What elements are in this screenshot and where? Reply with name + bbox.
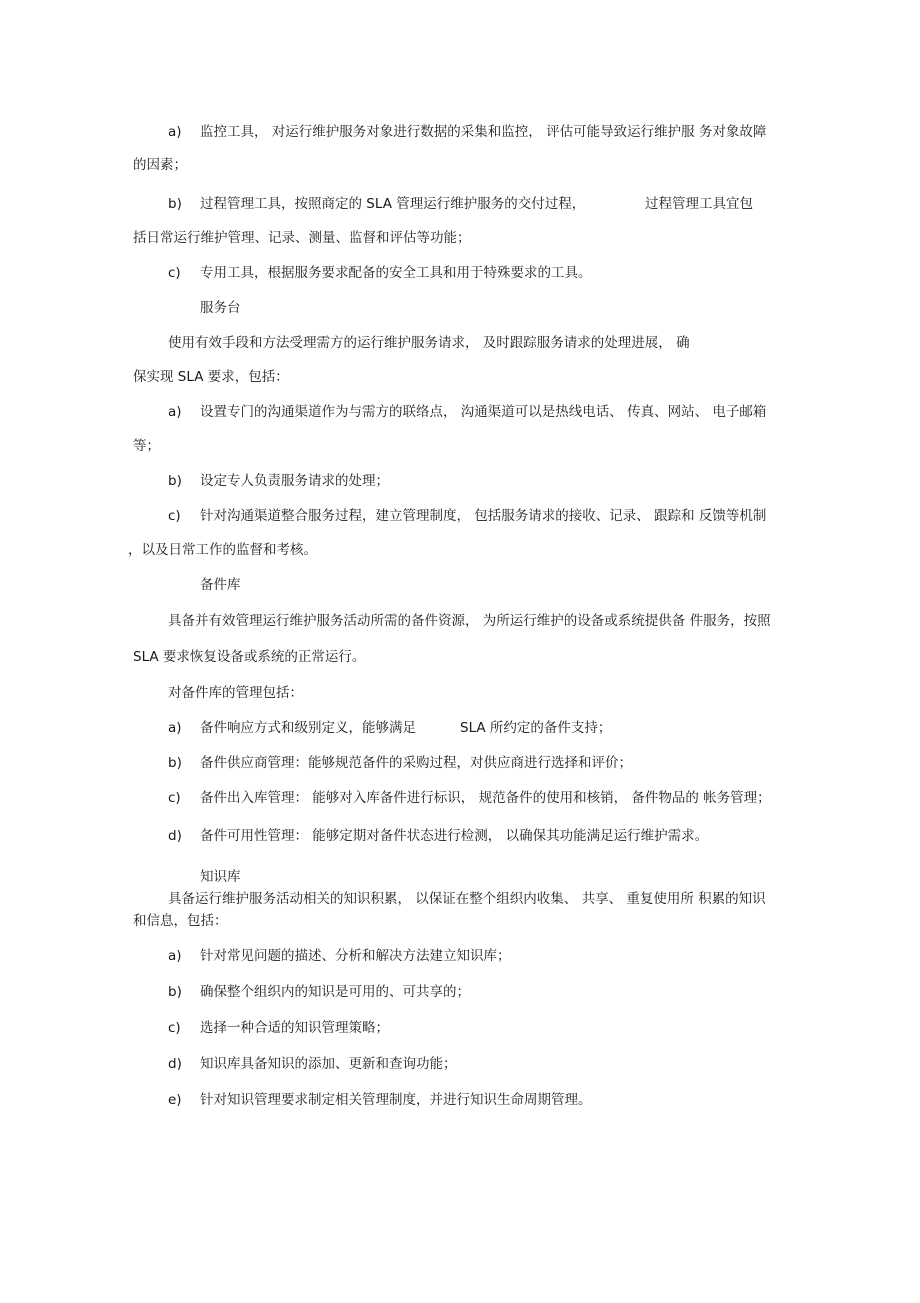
list-text: 备件响应方式和级别定义，能够满足 [200,720,416,736]
list-text: 选择一种合适的知识管理策略； [200,1020,389,1036]
list-text-part: SLA 所约定的备件支持； [460,720,612,736]
list-label: a) [168,948,182,964]
list-text: 监控工具， 对运行维护服务对象进行数据的采集和监控， 评估可能导致运行维护服 务对象故障 [200,124,767,140]
paragraph-line: 具备运行维护服务活动相关的知识积累， 以保证在整个组织内收集、 共享、 重复使用所 积累的知识 [168,891,766,907]
list-label: c) [168,508,181,524]
list-text: 过程管理工具，按照商定的 SLA 管理运行维护服务的交付过程， [200,196,586,212]
list-text: 备件供应商管理：能够规范备件的采购过程，对供应商进行选择和评价； [200,755,632,771]
list-label: b) [168,196,182,212]
paragraph-line: 保实现 SLA 要求，包括： [133,369,289,385]
list-label: b) [168,984,182,1000]
list-label: b) [168,473,182,489]
list-text-continuation: 的因素； [133,157,187,173]
section-heading-knowledge-base: 知识库 [200,869,241,885]
paragraph-line: 对备件库的管理包括： [168,685,303,701]
paragraph-line: 和信息，包括： [133,913,228,929]
list-text: 针对知识管理要求制定相关管理制度，并进行知识生命周期管理。 [200,1092,592,1108]
list-text: 专用工具，根据服务要求配备的安全工具和用于特殊要求的工具。 [200,265,592,281]
list-label: a) [168,124,182,140]
list-text: 针对常见问题的描述、分析和解决方法建立知识库； [200,948,511,964]
paragraph-line: SLA 要求恢复设备或系统的正常运行。 [133,649,366,665]
list-text-part: 过程管理工具宜包 [645,196,753,212]
list-text: 针对沟通渠道整合服务过程，建立管理制度， 包括服务请求的接收、记录、 跟踪和 反馈等机制 [200,508,767,524]
list-label: c) [168,790,181,806]
paragraph-line: 具备并有效管理运行维护服务活动所需的备件资源， 为所运行维护的设备或系统提供备 件服务，按照 [168,613,771,629]
list-text-continuation: 括日常运行维护管理、记录、测量、监督和评估等功能； [133,230,471,246]
section-heading-service-desk: 服务台 [200,300,241,316]
list-label: c) [168,1020,181,1036]
list-text: 备件可用性管理： 能够定期对备件状态进行检测， 以确保其功能满足运行维护需求。 [200,828,709,844]
list-label: a) [168,720,182,736]
list-label: b) [168,755,182,771]
list-label: a) [168,404,182,420]
section-heading-spare-parts: 备件库 [200,577,241,593]
paragraph-line: 使用有效手段和方法受理需方的运行维护服务请求， 及时跟踪服务请求的处理进展， 确 [168,335,690,351]
list-label: c) [168,265,181,281]
list-text: 知识库具备知识的添加、更新和查询功能； [200,1056,457,1072]
list-text: 备件出入库管理： 能够对入库备件进行标识， 规范备件的使用和核销， 备件物品的 帐务管理； [200,790,771,806]
list-text-continuation: 等； [133,438,160,454]
list-label: d) [168,828,182,844]
list-text: 设置专门的沟通渠道作为与需方的联络点， 沟通渠道可以是热线电话、 传真、网站、 电子邮箱 [200,404,767,420]
list-text-continuation: ，以及日常工作的监督和考核。 [128,542,317,558]
list-text: 确保整个组织内的知识是可用的、可共享的； [200,984,470,1000]
list-label: e) [168,1092,182,1108]
list-text: 设定专人负责服务请求的处理； [200,473,389,489]
list-label: d) [168,1056,182,1072]
